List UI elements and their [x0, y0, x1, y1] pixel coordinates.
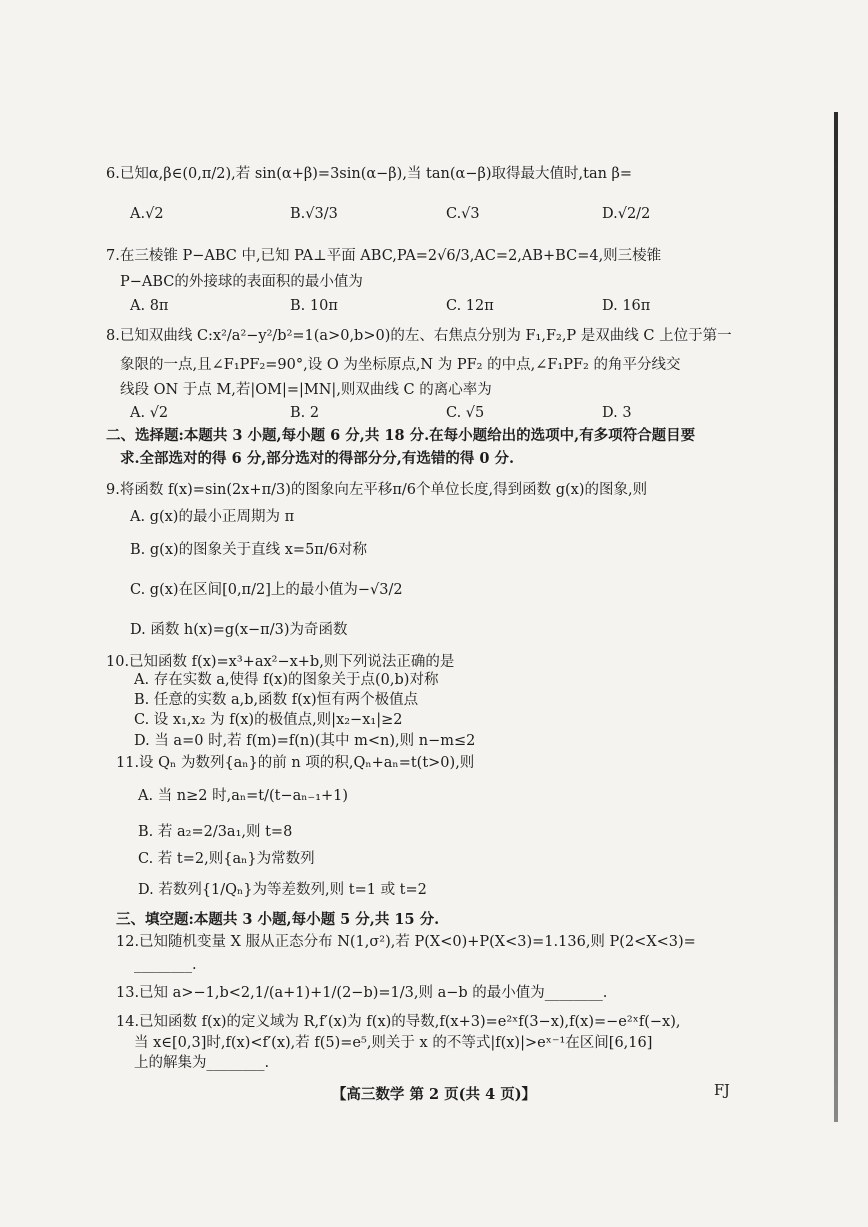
q11-option-b: B. 若 a₂=2/3a₁,则 t=8: [138, 824, 293, 840]
section2-heading-line1: 二、选择题:本题共 3 小题,每小题 6 分,共 18 分.在每小题给出的选项中,有多项符合题目要: [106, 427, 696, 444]
q9-option-a: A. g(x)的最小正周期为 π: [130, 509, 295, 525]
q7-stem-line2: P−ABC的外接球的表面积的最小值为: [120, 274, 363, 290]
q13-stem: 13.已知 a>−1,b<2,1/(a+1)+1/(2−b)=1/3,则 a−b 的最小值为________.: [116, 985, 608, 1001]
q7-option-b: B. 10π: [290, 298, 338, 314]
q9-option-c: C. g(x)在区间[0,π/2]上的最小值为−√3/2: [130, 582, 403, 598]
section2-heading-line2: 求.全部选对的得 6 分,部分选对的得部分分,有选错的得 0 分.: [120, 450, 515, 467]
q11-option-c: C. 若 t=2,则{aₙ}为常数列: [138, 851, 315, 867]
q10-option-d: D. 当 a=0 时,若 f(m)=f(n)(其中 m<n),则 n−m≤2: [134, 733, 476, 749]
section3-heading: 三、填空题:本题共 3 小题,每小题 5 分,共 15 分.: [116, 911, 440, 928]
q6-option-a: A.√2: [130, 206, 164, 222]
q6-option-d: D.√2/2: [602, 206, 651, 222]
q8-stem-line3: 线段 ON 于点 M,若|OM|=|MN|,则双曲线 C 的离心率为: [120, 382, 492, 398]
q8-stem-line1: 8.已知双曲线 C:x²/a²−y²/b²=1(a>0,b>0)的左、右焦点分别为 F₁,F₂,P 是双曲线 C 上位于第一: [106, 328, 732, 344]
q10-option-b: B. 任意的实数 a,b,函数 f(x)恒有两个极值点: [134, 692, 419, 708]
q10-stem: 10.已知函数 f(x)=x³+ax²−x+b,则下列说法正确的是: [106, 654, 455, 670]
q7-option-a: A. 8π: [130, 298, 169, 314]
q11-option-d: D. 若数列{1/Qₙ}为等差数列,则 t=1 或 t=2: [138, 882, 427, 898]
q12-stem: 12.已知随机变量 X 服从正态分布 N(1,σ²),若 P(X<0)+P(X<3)=1.136,则 P(2<X<3)=: [116, 934, 696, 950]
q9-stem: 9.将函数 f(x)=sin(2x+π/3)的图象向左平移π/6个单位长度,得到函数 g(x)的图象,则: [106, 482, 648, 498]
q10-option-a: A. 存在实数 a,使得 f(x)的图象关于点(0,b)对称: [134, 672, 439, 688]
q12-answer-blank: ________.: [134, 957, 197, 973]
scan-page-edge: [834, 112, 838, 1122]
q8-option-c: C. √5: [446, 405, 485, 421]
q6-stem: 6.已知α,β∈(0,π/2),若 sin(α+β)=3sin(α−β),当 tan(α−β)取得最大值时,tan β=: [106, 166, 633, 182]
q7-stem-line1: 7.在三棱锥 P−ABC 中,已知 PA⊥平面 ABC,PA=2√6/3,AC=2,AB+BC=4,则三棱锥: [106, 248, 662, 264]
q8-option-b: B. 2: [290, 405, 320, 421]
q14-stem-line2: 当 x∈[0,3]时,f(x)<f′(x),若 f(5)=e⁵,则关于 x 的不等式|f(x)|>eˣ⁻¹在区间[6,16]: [134, 1035, 653, 1051]
q10-option-c: C. 设 x₁,x₂ 为 f(x)的极值点,则|x₂−x₁|≥2: [134, 712, 403, 728]
q7-option-c: C. 12π: [446, 298, 494, 314]
q6-option-b: B.√3/3: [290, 206, 338, 222]
page-footer: 【高三数学 第 2 页(共 4 页)】: [331, 1086, 537, 1103]
q9-option-d: D. 函数 h(x)=g(x−π/3)为奇函数: [130, 622, 348, 638]
q8-option-d: D. 3: [602, 405, 632, 421]
q11-stem: 11.设 Qₙ 为数列{aₙ}的前 n 项的积,Qₙ+aₙ=t(t>0),则: [116, 755, 475, 771]
footer-code: FJ: [714, 1083, 730, 1099]
q14-stem-line3: 上的解集为________.: [134, 1055, 270, 1071]
q7-option-d: D. 16π: [602, 298, 651, 314]
q14-stem-line1: 14.已知函数 f(x)的定义域为 R,f′(x)为 f(x)的导数,f(x+3)=e²ˣf(3−x),f(x)=−e²ˣf(−x),: [116, 1014, 681, 1030]
q8-stem-line2: 象限的一点,且∠F₁PF₂=90°,设 O 为坐标原点,N 为 PF₂ 的中点,∠F₁PF₂ 的角平分线交: [120, 357, 681, 373]
q11-option-a: A. 当 n≥2 时,aₙ=t/(t−aₙ₋₁+1): [138, 788, 349, 804]
q8-option-a: A. √2: [130, 405, 169, 421]
q9-option-b: B. g(x)的图象关于直线 x=5π/6对称: [130, 542, 367, 558]
q6-option-c: C.√3: [446, 206, 480, 222]
